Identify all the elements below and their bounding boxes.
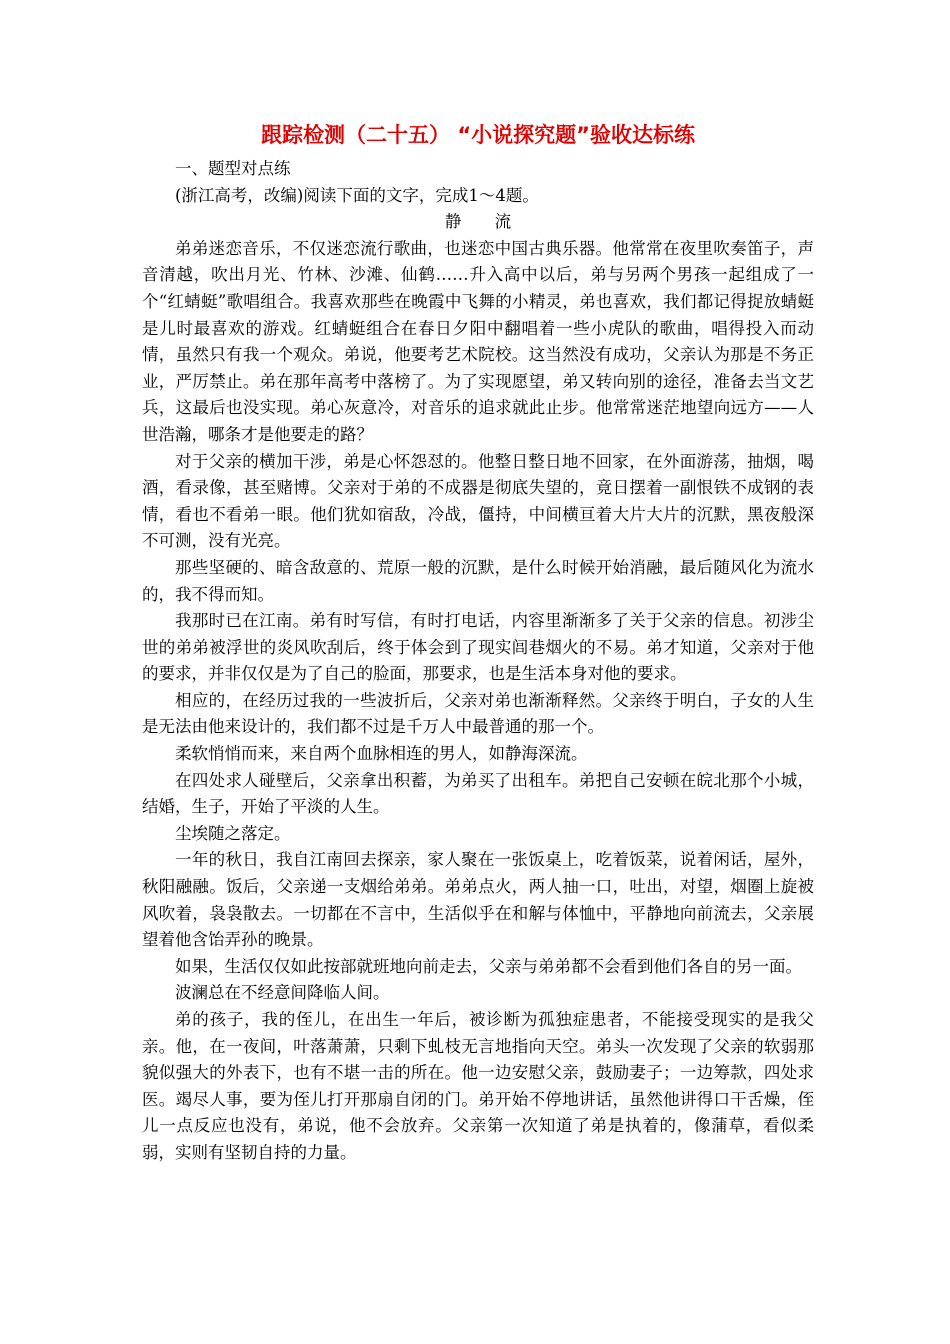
paragraph-5: 相应的，在经历过我的一些波折后，父亲对弟也渐渐释然。父亲终于明白，子女的人生是无法由他来设计的，我们都不过是千万人中最普通的那一个。 [142, 690, 814, 737]
paragraph-4: 我那时已在江南。弟有时写信，有时打电话，内容里渐渐多了关于父亲的信息。初涉尘世的弟弟被浮世的炎风吹刮后，终于体会到了现实闾巷烟火的不易。弟才知道，父亲对于他的要求，并非仅仅是为了自己的脸面，那要求，也是生活本身对他的要求。 [142, 611, 814, 684]
paragraph-1: 弟弟迷恋音乐，不仅迷恋流行歌曲，也迷恋中国古典乐器。他常常在夜里吹奏笛子，声音清越，吹出月光、竹林、沙滩、仙鹤……升入高中以后，弟与另两个男孩一起组成了一个“红蜻蜓”歌唱组合。我喜欢那些在晚霞中飞舞的小精灵，弟也喜欢，我们都记得捉放蜻蜓是儿时最喜欢的游戏。红蜻蜓组合在春日夕阳中翻唱着一些小虎队的歌曲，唱得投入而动情，虽然只有我一个观众。弟说，他要考艺术院校。这当然没有成功，父亲认为那是不务正业，严厉禁止。弟在那年高考中落榜了。为了实现愿望，弟又转向别的途径，准备去当文艺兵，这最后也没实现。弟心灰意冷，对音乐的追求就此止步。他常常迷茫地望向远方——人世浩瀚，哪条才是他要走的路？ [142, 238, 814, 444]
paragraph-9: 一年的秋日，我自江南回去探亲，家人聚在一张饭桌上，吃着饭菜，说着闲话，屋外，秋阳融融。饭后，父亲递一支烟给弟弟。弟弟点火，两人抽一口，吐出，对望，烟圈上旋被风吹着，袅袅散去。一切都在不言中，生活似乎在和解与体恤中，平静地向前流去，父亲展望着他含饴弄孙的晚景。 [142, 850, 814, 950]
section-heading: 一、题型对点练 [175, 159, 291, 178]
paragraph-10: 如果，生活仅仅如此按部就班地向前走去，父亲与弟弟都不会看到他们各自的另一面。 [175, 956, 802, 976]
document-page [142, 120, 814, 1167]
paragraph-11: 波澜总在不经意间降临人间。 [175, 983, 390, 1003]
paragraph-12: 弟的孩子，我的侄儿，在出生一年后，被诊断为孤独症患者，不能接受现实的是我父亲。他，在一夜间，叶落萧萧，只剩下虬枝无言地指向天空。弟头一次发现了父亲的软弱那貌似强大的外表下，也有不堪一击的所在。他一边安慰父亲，鼓励妻子；一边筹款，四处求医。竭尽人事，要为侄儿打开那扇自闭的门。弟开始不停地讲话，虽然他讲得口干舌燥，侄儿一点反应也没有，弟说，他不会放弃。父亲第一次知道了弟是执着的，像蒲草，看似柔弱，实则有坚韧自持的力量。 [142, 1010, 814, 1162]
paragraph-8: 尘埃随之落定。 [175, 823, 291, 843]
paragraph-6: 柔软悄悄而来，来自两个血脉相连的男人，如静海深流。 [175, 744, 588, 764]
paragraph-3: 那些坚硬的、暗含敌意的、荒原一般的沉默，是什么时候开始消融，最后随风化为流水的，我不得而知。 [142, 557, 814, 604]
page-title: 跟踪检测（二十五） “小说探究题”验收达标练 [261, 123, 695, 147]
paragraph-2: 对于父亲的横加干涉，弟是心怀怨怼的。他整日整日地不回家，在外面游荡，抽烟，喝酒，看录像，甚至赌博。父亲对于弟的不成器是彻底失望的，竟日摆着一副恨铁不成钢的表情，看也不看弟一眼。他们犹如宿敌，冷战，僵持，中间横亘着大片大片的沉默，黑夜般深不可测，没有光亮。 [142, 451, 814, 551]
passage-title: 静 流 [444, 212, 526, 232]
paragraph-7: 在四处求人碰壁后，父亲拿出积蓄，为弟买了出租车。弟把自己安顿在皖北那个小城，结婚，生子，开始了平淡的人生。 [142, 770, 814, 817]
instruction-text: (浙江高考，改编)阅读下面的文字，完成1～4题。 [175, 185, 539, 205]
